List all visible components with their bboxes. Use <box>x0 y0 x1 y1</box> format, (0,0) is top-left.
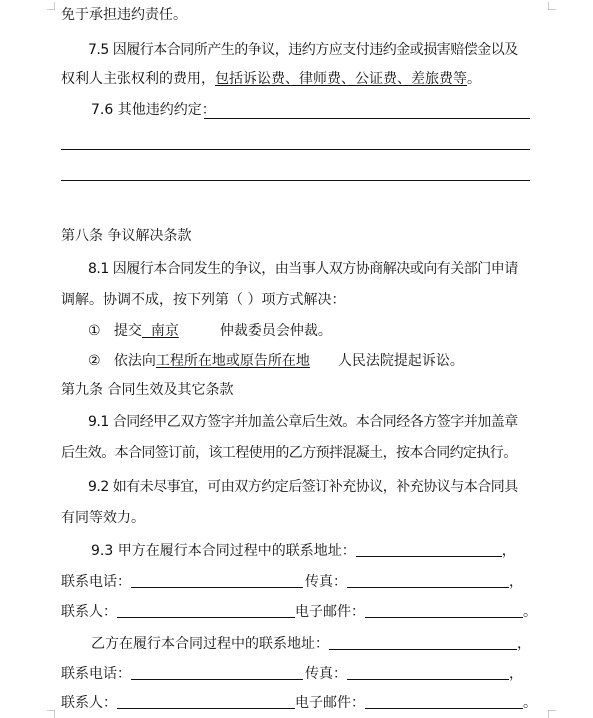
clause-9-2-line-1: 9.2 如有未尽事宜，可由双方约定后签订补充协议，补充协议与本合同具 <box>88 479 518 495</box>
option-1-marker: ① <box>88 323 101 339</box>
option-1-post: 仲裁委员会仲裁。 <box>219 323 332 339</box>
party-b-email-label: 电子邮件： <box>295 695 365 711</box>
party-a-phone-label: 联系电话： <box>61 574 131 590</box>
article-9-heading: 第九条 合同生效及其它条款 <box>61 382 234 398</box>
clause-7-5-line-2 <box>61 70 481 88</box>
party-a-fax-field[interactable] <box>347 573 509 588</box>
party-a-address-field[interactable] <box>356 542 502 557</box>
corner-mark-bottom-left <box>47 710 55 718</box>
party-b-address-row <box>91 635 531 653</box>
corner-mark-top-right <box>548 2 556 10</box>
party-b-address-label: 乙方在履行本合同过程中的联系地址： <box>91 636 329 652</box>
party-b-fax-comma: ， <box>509 666 523 682</box>
clause-9-1-line-1: 9.1 合同经甲乙双方签字并加盖公章后生效。本合同经各方签字并加盖章 <box>88 414 518 430</box>
party-a-address-label: 9.3 甲方在履行本合同过程中的联系地址： <box>91 543 356 559</box>
party-b-email-period: 。 <box>523 695 537 711</box>
article-8-heading: 第八条 争议解决条款 <box>61 228 192 244</box>
party-a-fax-label: 传真： <box>305 574 347 590</box>
clause-7-5-period: 。 <box>467 71 481 87</box>
option-2-post: 人民法院提起诉讼。 <box>337 353 464 369</box>
option-1-pre: 提交 <box>113 323 142 339</box>
corner-mark-top-left <box>47 2 55 10</box>
clause-7-6-label: 7.6 其他违约约定： <box>91 102 216 118</box>
party-b-phone-label: 联系电话： <box>61 666 131 682</box>
party-a-phone-field[interactable] <box>131 573 303 588</box>
party-a-email-field[interactable] <box>365 603 523 618</box>
party-b-contact-field[interactable] <box>117 694 295 709</box>
party-b-fax-field[interactable] <box>347 665 509 680</box>
party-b-address-comma: ， <box>517 636 531 652</box>
party-a-fax-comma: ， <box>509 574 523 590</box>
clause-7-5-line-1: 7.5 因履行本合同所产生的争议，违约方应支付违约金或损害赔偿金以及 <box>88 42 518 58</box>
party-a-email-label: 电子邮件： <box>295 604 365 620</box>
option-1-arbitration-city[interactable]: 南京 <box>141 323 179 339</box>
party-b-email-field[interactable] <box>365 694 523 709</box>
party-b-contact-label: 联系人： <box>61 695 117 711</box>
option-2-court-location[interactable]: 工程所在地或原告所在地 <box>155 353 310 369</box>
option-2 <box>88 352 464 370</box>
option-1 <box>88 322 332 340</box>
clause-7-6-blank-line-1[interactable] <box>204 118 530 119</box>
party-b-address-field[interactable] <box>329 635 517 650</box>
party-a-phone-row <box>61 573 523 591</box>
party-b-phone-field[interactable] <box>131 665 303 680</box>
clause-8-1-line-2: 调解。协调不成，按下列第（ ）项方式解决： <box>61 292 346 308</box>
option-2-pre: 依法向 <box>113 353 156 369</box>
party-a-contact-row <box>61 603 537 621</box>
party-a-address-comma: ， <box>501 543 516 559</box>
party-a-contact-field[interactable] <box>117 603 295 618</box>
clause-7-6-blank-line-2[interactable] <box>61 149 530 150</box>
party-a-address-row <box>91 542 516 560</box>
party-b-contact-row <box>61 694 537 712</box>
party-b-fax-label: 传真： <box>305 666 347 682</box>
option-2-marker: ② <box>88 353 101 369</box>
clause-7-5-text: 权利人主张权利的费用， <box>61 71 215 87</box>
continued-text: 免于承担违约责任。 <box>61 7 187 23</box>
clause-7-5-fee-list: 包括诉讼费、律师费、公证费、差旅费等 <box>215 71 467 87</box>
party-a-contact-label: 联系人： <box>61 604 117 620</box>
corner-mark-bottom-right <box>548 710 556 718</box>
clause-7-6-blank-line-3[interactable] <box>61 180 530 181</box>
clause-8-1-line-1: 8.1 因履行本合同发生的争议，由当事人双方协商解决或向有关部门申请 <box>88 261 518 277</box>
party-a-email-period: 。 <box>523 604 537 620</box>
party-b-phone-row <box>61 665 523 683</box>
clause-9-2-line-2: 有同等效力。 <box>61 510 145 526</box>
clause-9-1-line-2: 后生效。本合同签订前，该工程使用的乙方预拌混凝土，按本合同约定执行。 <box>61 445 517 461</box>
